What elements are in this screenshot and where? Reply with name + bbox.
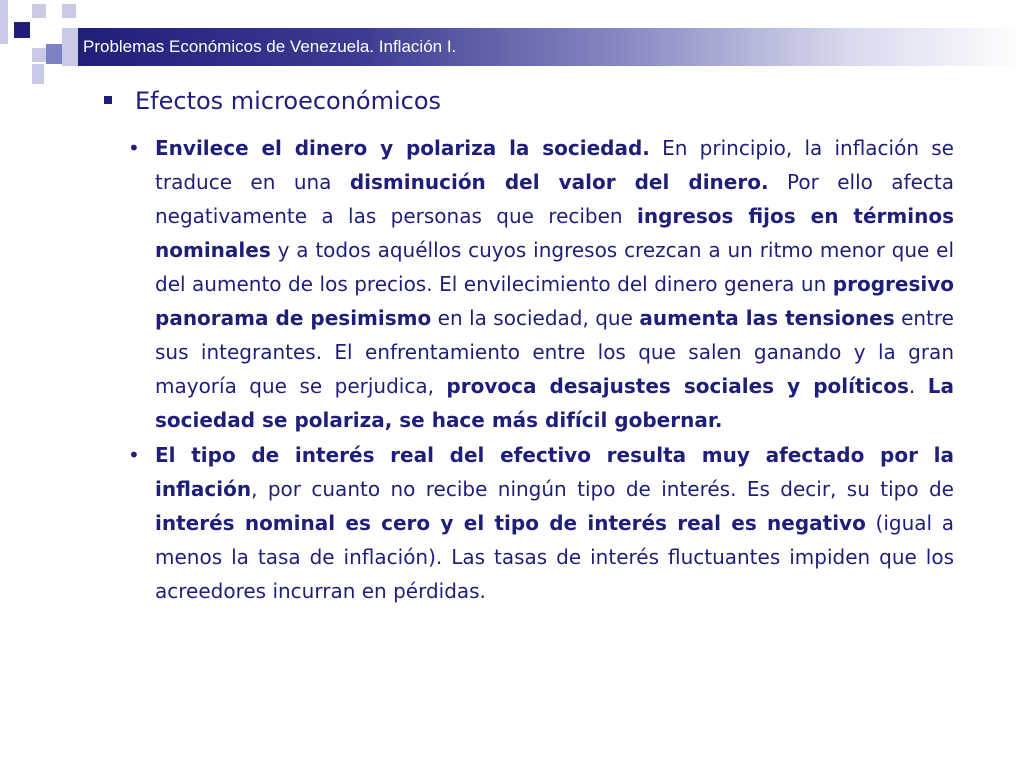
decorative-square: [32, 48, 46, 62]
text-run: entre sus integrantes. El enfrentamiento entre los que salen ganando y la gran mayoría que se perjudica,: [155, 306, 954, 398]
bold-text-run: provoca desajustes sociales y políticos: [446, 374, 909, 398]
text-run: en la sociedad, que: [431, 306, 640, 330]
decorative-square: [32, 4, 46, 18]
bullet-dot-icon: •: [128, 136, 140, 160]
section-title: Efectos microeconómicos: [135, 87, 442, 115]
slide-header-title: Problemas Económicos de Venezuela. Inflación I.: [83, 37, 457, 56]
bold-text-run: Envilece el dinero y polariza la sociedad.: [155, 136, 650, 160]
bold-text-run: La sociedad se polariza, se hace más difícil gobernar.: [155, 374, 954, 432]
text-run: .: [908, 374, 928, 398]
bullet-dot-icon: •: [128, 443, 140, 467]
text-run: En principio, la inflación se traduce en una: [155, 136, 954, 194]
decorative-square: [62, 28, 78, 66]
decorative-square: [62, 4, 76, 18]
text-run: Por ello afecta negativamente a las personas que reciben: [155, 170, 954, 228]
slide-content: [128, 131, 954, 609]
bold-text-run: ingresos fijos en términos nominales: [155, 204, 954, 262]
decorative-square: [0, 0, 8, 44]
text-run: (igual a menos la tasa de inflación). Las tasas de interés fluctuantes impiden que los acreedores incurran en pérdidas.: [155, 511, 954, 603]
bullet-paragraph: [128, 131, 954, 437]
bold-text-run: interés nominal es cero y el tipo de interés real es negativo: [155, 511, 866, 535]
bold-text-run: progresivo panorama de pesimismo: [155, 272, 954, 330]
decorative-square: [46, 44, 62, 64]
bold-text-run: disminución del valor del dinero.: [349, 170, 769, 194]
decorative-square: [32, 64, 44, 84]
text-run: y a todos aquéllos cuyos ingresos crezcan a un ritmo menor que el del aumento de los precios. El envilecimiento del dinero genera un: [155, 238, 954, 296]
bold-text-run: aumenta las tensiones: [639, 306, 895, 330]
bullet-paragraph: [128, 438, 954, 608]
square-bullet-icon: [104, 96, 112, 104]
decorative-square: [14, 22, 30, 38]
bold-text-run: El tipo de interés real del efectivo resulta muy afectado por la inflación: [155, 443, 954, 501]
text-run: , por cuanto no recibe ningún tipo de interés. Es decir, su tipo de: [251, 477, 954, 501]
